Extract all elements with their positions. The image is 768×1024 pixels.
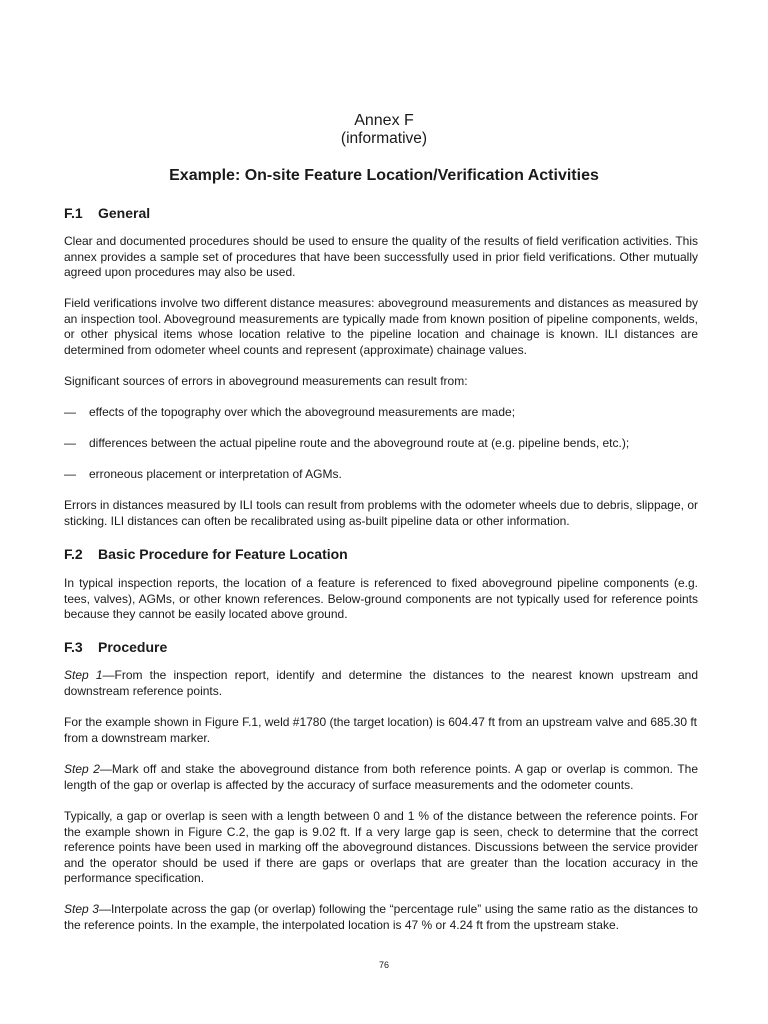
section-number: F.2	[64, 546, 83, 562]
annex-title: Annex F	[354, 112, 414, 129]
annex-heading: Example: On-site Feature Location/Verification Activities	[169, 167, 599, 184]
paragraph-step-3	[64, 902, 698, 933]
section-title: General	[98, 205, 151, 221]
paragraph-step-2	[64, 762, 698, 793]
paragraph-f1-1: Clear and documented procedures should be used to ensure the quality of the results of field verification activities. This annex provides a sample set of procedures that have been successfully used in prior field verifications. Other mutually agreed upon procedures may also be used.	[64, 234, 698, 279]
list-item	[64, 436, 698, 452]
section-title: Basic Procedure for Feature Location	[98, 546, 348, 562]
paragraph-f1-3: Significant sources of errors in aboveground measurements can result from:	[64, 374, 468, 388]
annex-subtitle: (informative)	[340, 130, 428, 147]
step-text: —Mark off and stake the aboveground distance from both reference points. A gap or overlap is common. The length of the gap or overlap is affected by the accuracy of surface measurements and the odometer counts.	[64, 762, 698, 792]
step-label: Step 1	[64, 668, 103, 682]
page-number: 76	[378, 960, 389, 970]
bullet-dash: —	[64, 405, 76, 419]
step-label: Step 2	[64, 762, 100, 776]
annex-header	[0, 112, 768, 148]
section-heading-f1	[64, 204, 150, 222]
bullet-text: erroneous placement or interpretation of AGMs.	[89, 467, 342, 481]
bullet-dash: —	[64, 467, 76, 481]
paragraph-f1-4: Errors in distances measured by ILI tools can result from problems with the odometer wheels due to debris, slippage, or sticking. ILI distances can often be recalibrated using as-built pipeline data or other information.	[64, 498, 698, 528]
section-title: Procedure	[98, 639, 168, 655]
bullet-text: effects of the topography over which the aboveground measurements are made;	[89, 405, 516, 419]
paragraph-gap: Typically, a gap or overlap is seen with a length between 0 and 1 % of the distance between the reference points. For the example shown in Figure C.2, the gap is 9.02 ft. If a very large gap is seen, check to determine that the correct reference points have been used in marking off the aboveground distances. Discussions between the service provider and the operator should be used if there are gaps or overlaps that are greater than the location accuracy in the performance specification.	[64, 809, 698, 885]
step-text: —Interpolate across the gap (or overlap) following the “percentage rule” using the same ratio as the distances to the reference points. In the example, the interpolated location is 47 % or 4.24 ft from the upstream stake.	[64, 902, 698, 932]
bullet-dash: —	[64, 436, 76, 450]
step-label: Step 3	[64, 902, 99, 916]
bullet-text: differences between the actual pipeline route and the aboveground route at (e.g. pipeline bends, etc.);	[89, 436, 630, 450]
paragraph-f2-1: In typical inspection reports, the location of a feature is referenced to fixed aboveground pipeline components (e.g. tees, valves), AGMs, or other known references. Below-ground components are not typically used for reference points because they cannot be easily located above ground.	[64, 576, 698, 621]
list-item	[64, 405, 698, 421]
list-item	[64, 467, 698, 483]
section-number: F.3	[64, 639, 83, 655]
paragraph-f1-2: Field verifications involve two different distance measures: aboveground measurements and distances as measured by an inspection tool. Aboveground measurements are typically made from known position of pipeline components, welds, or other physical items whose location relative to the pipeline location and chainage is known. ILI distances are determined from odometer wheel counts and represent (approximate) chainage values.	[64, 296, 698, 357]
step-text: —From the inspection report, identify and determine the distances to the nearest known upstream and downstream reference points.	[64, 668, 698, 698]
section-number: F.1	[64, 205, 83, 221]
paragraph-step-1	[64, 668, 698, 699]
section-heading-f3	[64, 638, 167, 656]
section-heading-f2	[64, 545, 348, 563]
paragraph-example: For the example shown in Figure F.1, weld #1780 (the target location) is 604.47 ft from an upstream valve and 685.30 ft from a downstream marker.	[64, 715, 698, 745]
